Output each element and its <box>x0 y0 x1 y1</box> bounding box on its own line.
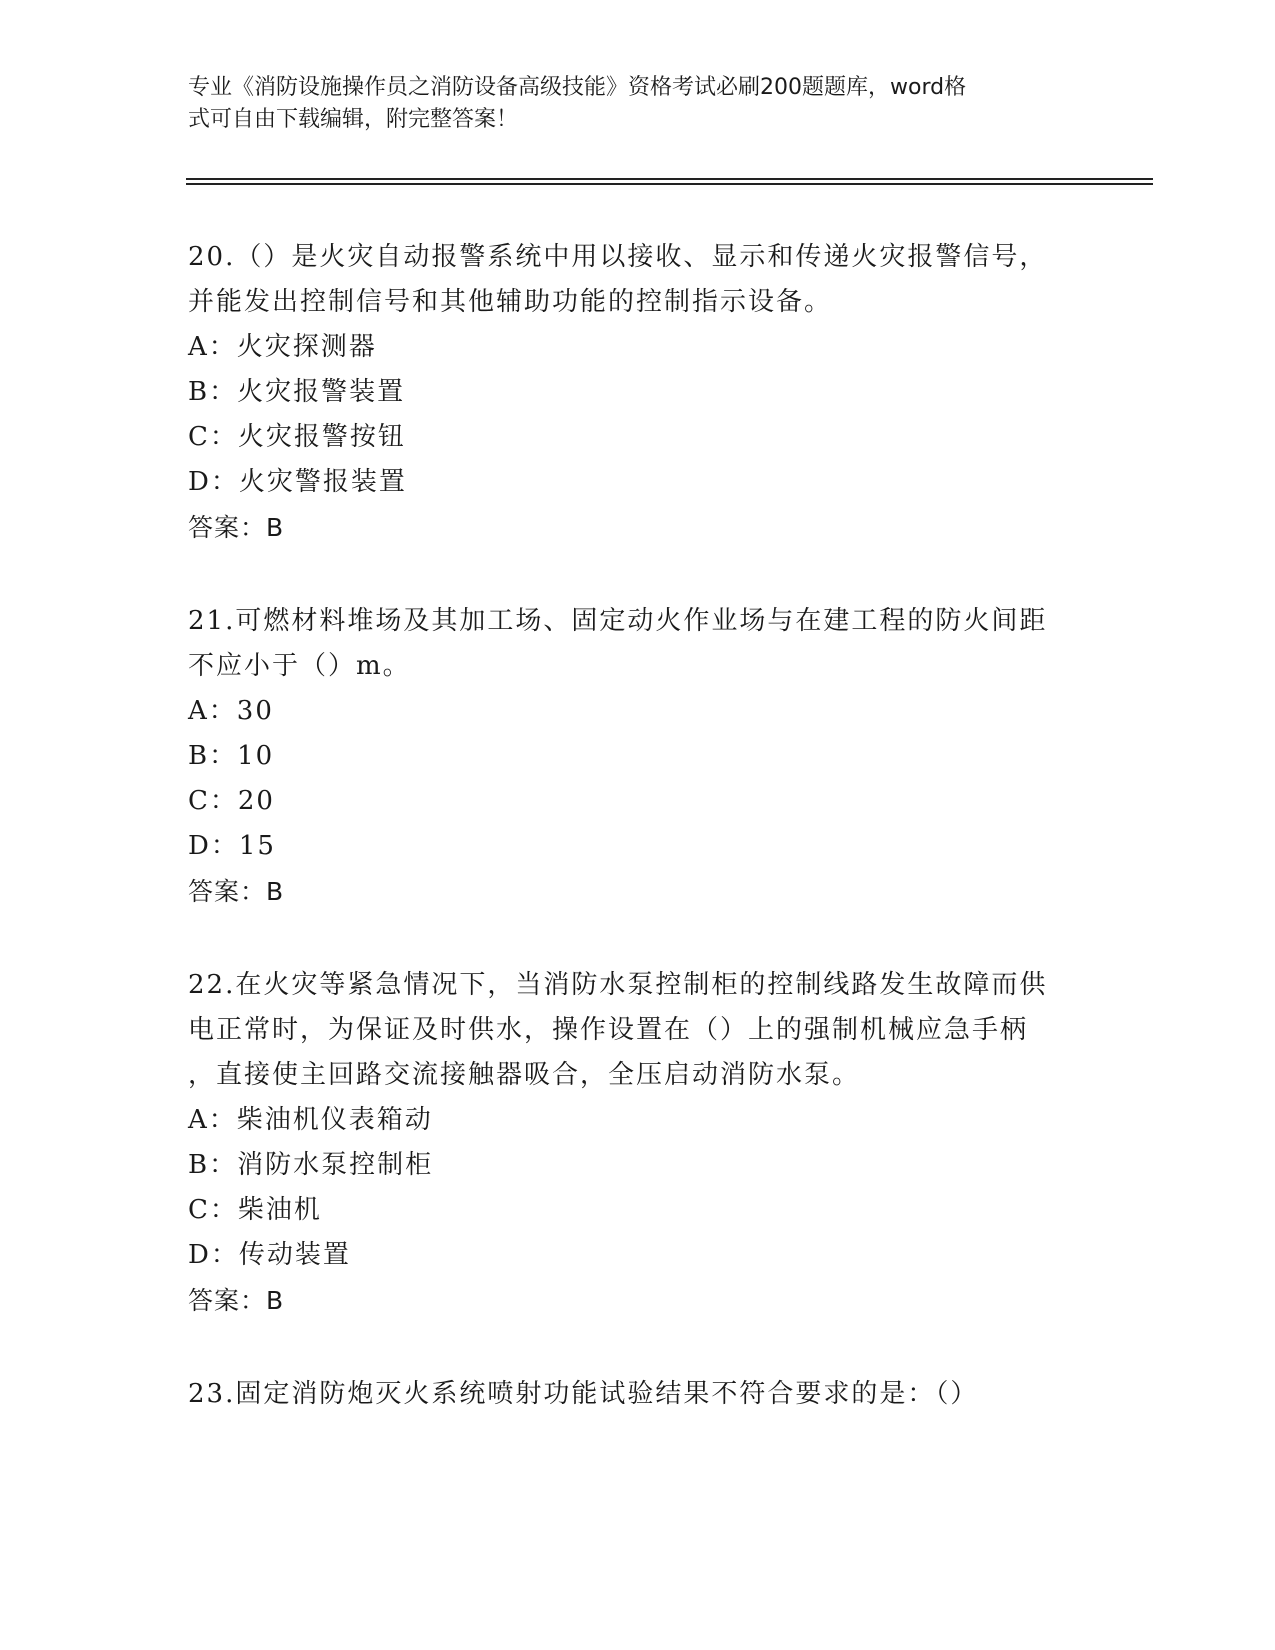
option-d: D：传动装置 <box>188 1240 351 1270</box>
option-a: A：柴油机仪表箱动 <box>188 1105 433 1135</box>
header-divider-top <box>186 178 1153 180</box>
option-d: D：15 <box>188 831 276 861</box>
header-divider-bottom <box>186 183 1153 185</box>
question-23 <box>188 1372 1088 1417</box>
question-stem-line: 不应小于（）m。 <box>188 651 411 681</box>
question-stem-line: ，直接使主回路交流接触器吸合，全压启动消防水泵。 <box>188 1060 861 1090</box>
option-b: B：火灾报警装置 <box>188 377 406 407</box>
question-stem-line: 22.在火灾等紧急情况下，当消防水泵控制柜的控制线路发生故障而供 <box>188 970 1048 1000</box>
option-d: D：火灾警报装置 <box>188 467 407 497</box>
answer: 答案：B <box>188 1286 285 1315</box>
question-stem-line: 电正常时，为保证及时供水，操作设置在（）上的强制机械应急手柄 <box>188 1015 1029 1045</box>
option-b: B：10 <box>188 741 275 771</box>
answer: 答案：B <box>188 877 285 906</box>
answer: 答案：B <box>188 513 285 542</box>
option-b: B：消防水泵控制柜 <box>188 1150 434 1180</box>
question-stem-line: 20.（）是火灾自动报警系统中用以接收、显示和传递火灾报警信号， <box>188 242 1048 272</box>
question-stem-line: 并能发出控制信号和其他辅助功能的控制指示设备。 <box>188 287 833 317</box>
option-c: C：火灾报警按钮 <box>188 422 406 452</box>
option-a: A：火灾探测器 <box>188 332 377 362</box>
question-stem-line: 21.可燃材料堆场及其加工场、固定动火作业场与在建工程的防火间距 <box>188 606 1048 636</box>
question-stem-line: 23.固定消防炮灭火系统喷射功能试验结果不符合要求的是：（） <box>188 1379 979 1409</box>
question-21 <box>188 599 1088 914</box>
option-a: A：30 <box>188 696 274 726</box>
question-22 <box>188 963 1088 1323</box>
header-line-1: 专业《消防设施操作员之消防设备高级技能》资格考试必刷200题题库，word格 <box>188 75 967 100</box>
option-c: C：20 <box>188 786 275 816</box>
option-c: C：柴油机 <box>188 1195 322 1225</box>
question-20 <box>188 235 1088 550</box>
header-line-2: 式可自由下载编辑，附完整答案！ <box>188 107 519 132</box>
document-header <box>188 72 1068 136</box>
